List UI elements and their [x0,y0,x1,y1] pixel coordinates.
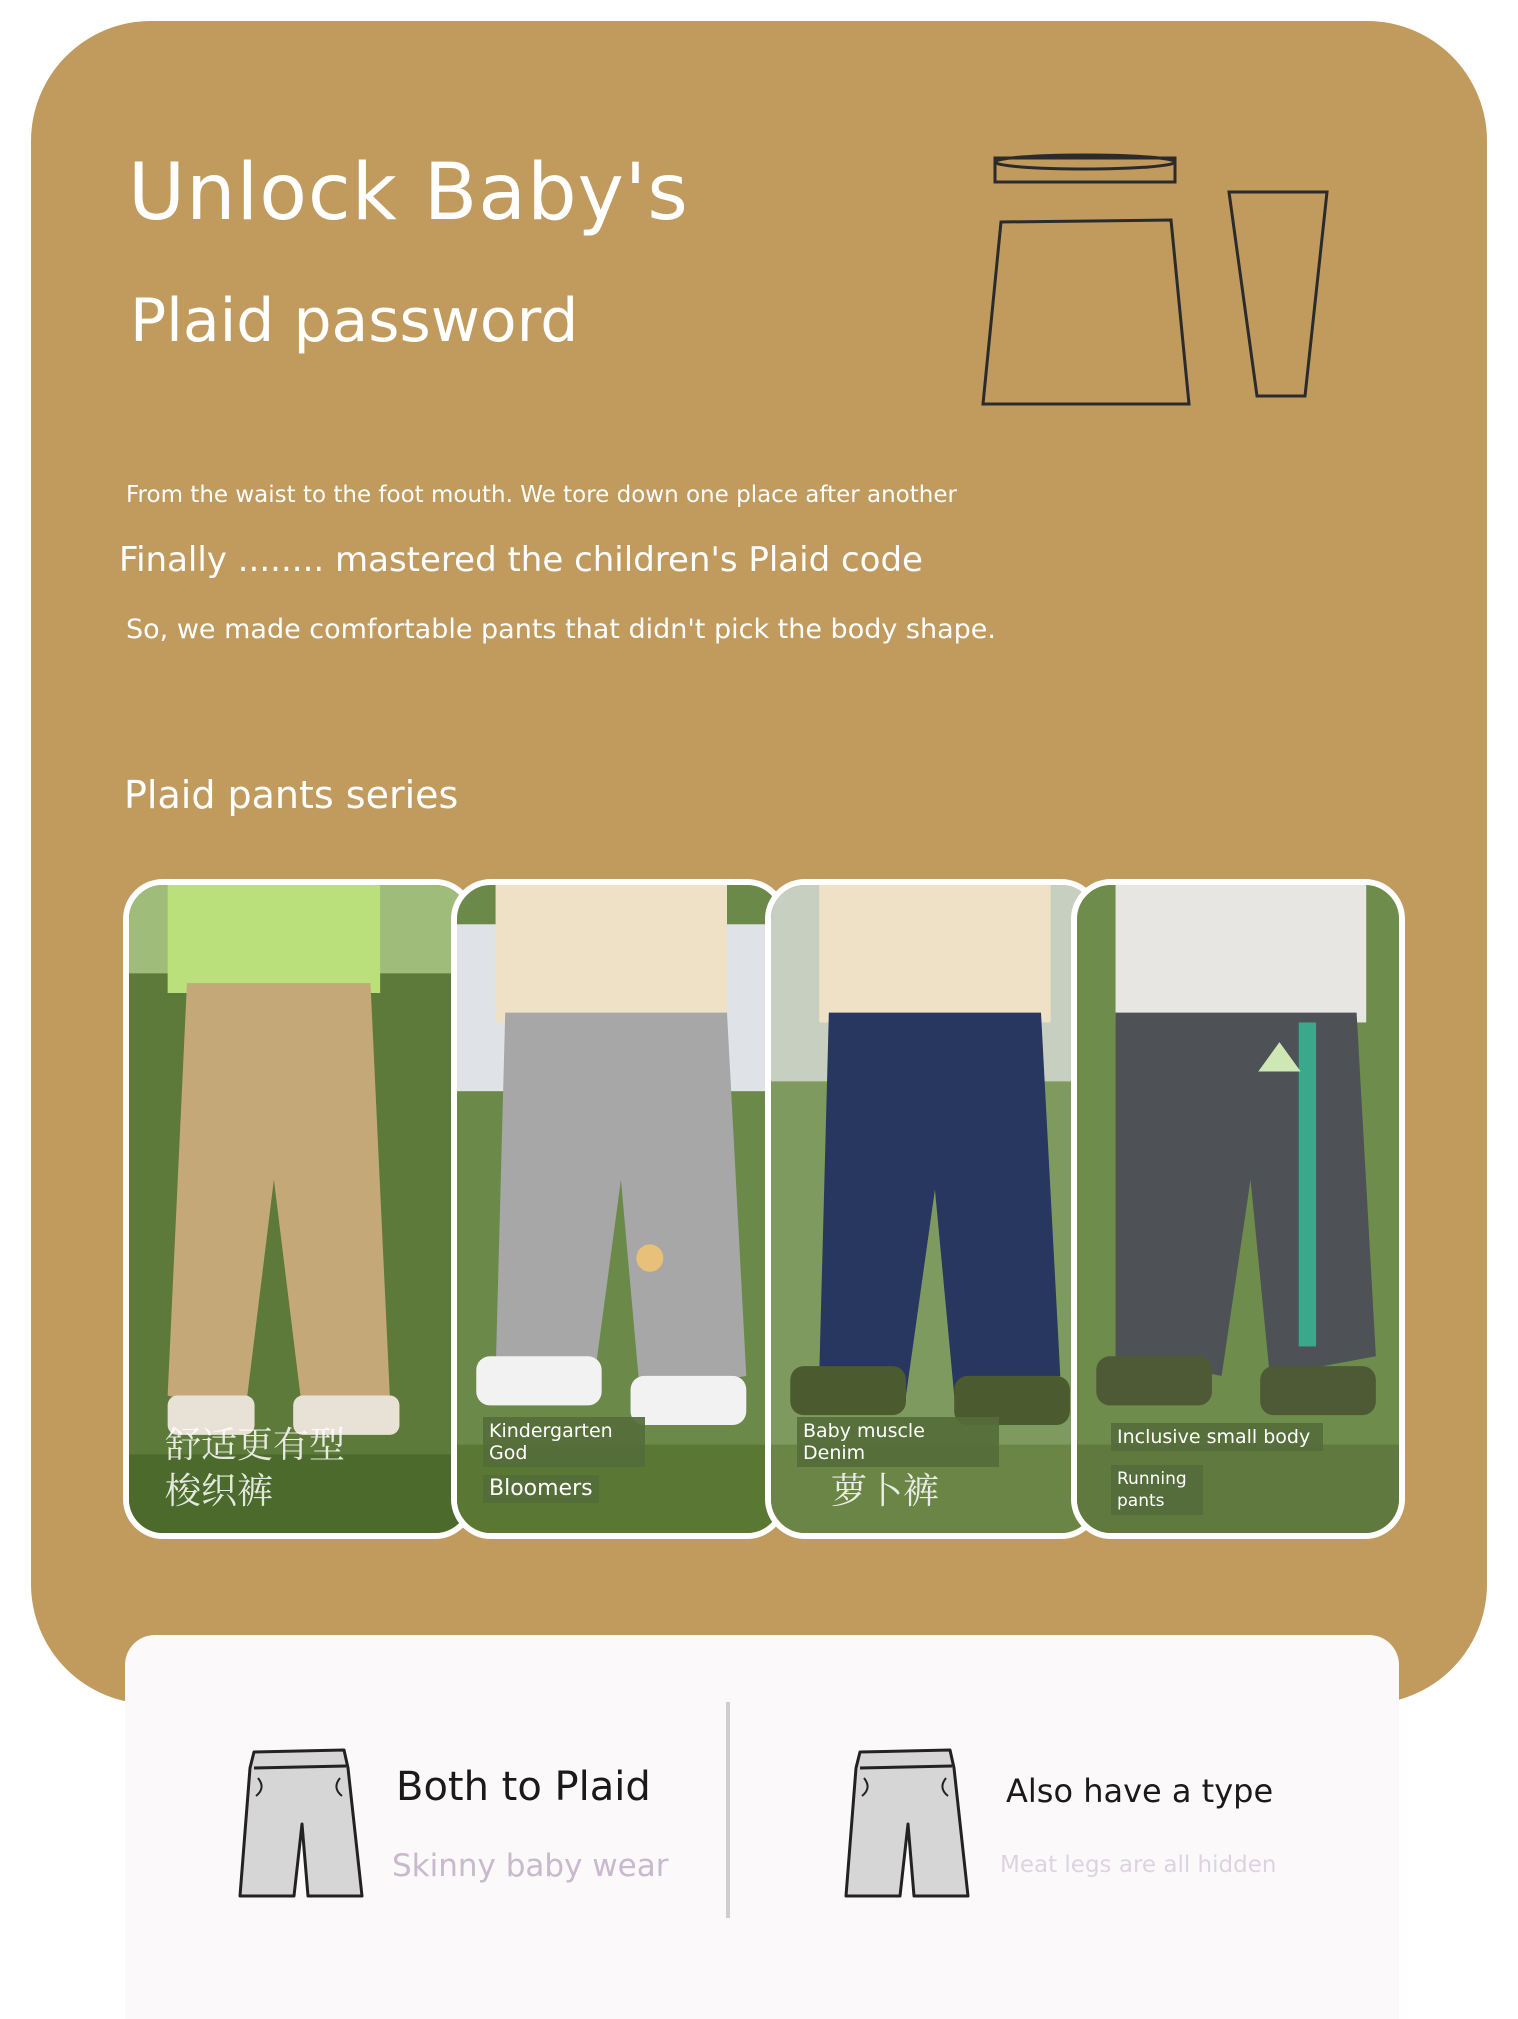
card3-tag-top: Baby muscle Denim [797,1417,999,1467]
series-heading: Plaid pants series [124,773,459,817]
card1-zh-line1: 舒适更有型 [165,1425,346,1466]
card1-zh-line2: 梭织裤 [165,1471,274,1512]
product-card-woven-pants[interactable] [123,879,475,1539]
hero-title-line1: Unlock Baby's [128,148,689,238]
card2-tag-top: Kindergarten God [483,1417,645,1467]
product-card-running-pants[interactable] [1071,879,1405,1539]
shorts-icon [842,1744,972,1904]
shorts-icon [236,1744,366,1904]
feature1-title: Both to Plaid [396,1764,651,1810]
feature2-title: Also have a type [1006,1772,1274,1810]
product-card-bloomers[interactable] [451,879,787,1539]
pants-gallery [123,879,1405,1545]
card2-tag-bottom: Bloomers [483,1475,599,1503]
feature1-subtitle: Skinny baby wear [392,1848,669,1884]
hero-desc-line1: From the waist to the foot mouth. We tore down one place after another [126,482,957,508]
features-divider [726,1702,730,1918]
hero-desc-line3: So, we made comfortable pants that didn't pick the body shape. [126,614,996,645]
card3-zh-line2: 萝卜裤 [831,1471,940,1512]
feature2-subtitle: Meat legs are all hidden [1000,1852,1277,1878]
pants-outline-icon [975,150,1335,410]
product-card-denim[interactable] [765,879,1101,1539]
hero-title-line2: Plaid password [130,286,579,356]
card4-tag-top: Inclusive small body [1111,1423,1323,1451]
hero-desc-line2: Finally ........ mastered the children's Plaid code [119,540,923,580]
card4-tag-bottom: Running pants [1111,1465,1203,1515]
